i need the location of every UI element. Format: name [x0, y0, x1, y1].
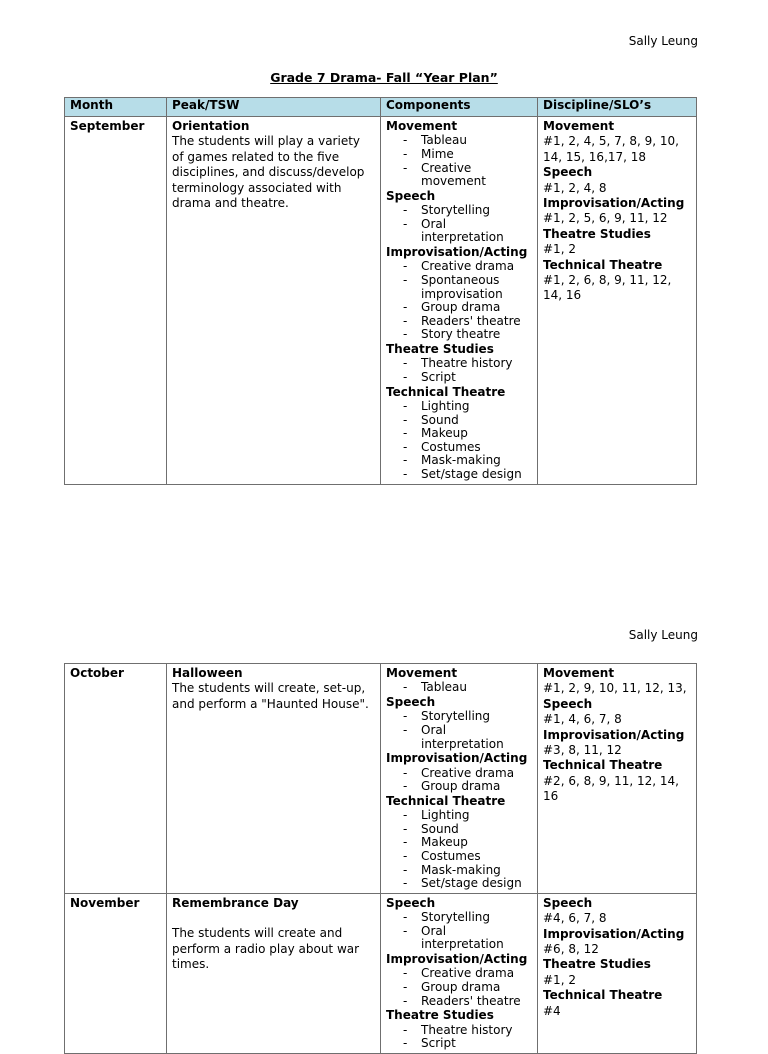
page-author: Sally Leung	[628, 628, 698, 642]
component-item	[386, 260, 532, 274]
slo-cell	[538, 893, 697, 1053]
slo-value: #1, 2, 6, 8, 9, 11, 12, 14, 16	[543, 273, 672, 303]
slo-value: #1, 2, 4, 5, 7, 8, 9, 10, 14, 15, 16,17, 18	[543, 134, 679, 164]
dash-bullet-icon: -	[403, 327, 408, 342]
component-list	[386, 204, 532, 245]
peak-title: Orientation	[172, 119, 250, 133]
component-item-label: Creative drama	[421, 259, 515, 274]
component-item-label: Storytelling	[421, 910, 491, 925]
dash-bullet-icon: -	[403, 993, 408, 1008]
column-header-peak: Peak/TSW	[167, 98, 381, 117]
month-cell	[65, 893, 167, 1053]
component-heading: Speech	[386, 895, 436, 910]
dash-bullet-icon: -	[403, 910, 408, 925]
dash-bullet-icon: -	[403, 439, 408, 454]
component-item-label: Costumes	[421, 439, 481, 454]
year-plan-table-continued	[64, 663, 697, 1054]
slo-cell	[538, 117, 697, 485]
dash-bullet-icon: -	[403, 272, 408, 287]
component-item	[386, 780, 532, 794]
dash-bullet-icon: -	[403, 835, 408, 850]
component-item	[386, 454, 532, 468]
component-list	[386, 400, 532, 482]
component-heading: Movement	[386, 119, 458, 133]
dash-bullet-icon: -	[403, 147, 408, 161]
document-title: Grade 7 Drama- Fall “Year Plan”	[270, 70, 498, 85]
table-body	[65, 664, 697, 1054]
component-item	[386, 681, 532, 695]
component-list	[386, 1024, 532, 1051]
component-item-label: Mask-making	[421, 862, 501, 877]
dash-bullet-icon: -	[403, 466, 408, 481]
component-item	[386, 767, 532, 781]
month-name: October	[70, 666, 124, 680]
component-item-label: Storytelling	[421, 203, 491, 218]
component-item-label: Creative drama	[421, 966, 515, 981]
dash-bullet-icon: -	[403, 1036, 408, 1051]
peak-description: The students will create, set-up, and perform a "Haunted House".	[172, 681, 369, 711]
dash-bullet-icon: -	[403, 259, 408, 274]
component-item	[386, 162, 532, 189]
component-item-label: Mime	[421, 147, 454, 161]
component-item-label: Tableau	[421, 680, 467, 695]
component-item	[386, 864, 532, 878]
component-item	[386, 148, 532, 162]
component-heading: Improvisation/Acting	[386, 951, 528, 966]
component-heading: Technical Theatre	[386, 793, 506, 808]
component-heading: Speech	[386, 695, 436, 709]
component-item-label: Readers' theatre	[421, 993, 521, 1008]
component-item-label: Tableau	[421, 133, 467, 148]
peak-cell	[167, 117, 381, 485]
component-item	[386, 1037, 532, 1051]
dash-bullet-icon: -	[403, 412, 408, 427]
component-item-label: Lighting	[421, 808, 470, 823]
component-item-label: Lighting	[421, 398, 470, 413]
component-item-label: Makeup	[421, 426, 468, 441]
dash-bullet-icon: -	[403, 1022, 408, 1037]
dash-bullet-icon: -	[403, 300, 408, 315]
component-item	[386, 134, 532, 148]
dash-bullet-icon: -	[403, 966, 408, 981]
component-item	[386, 328, 532, 342]
peak-description: The students will play a variety of games related to the five disciplines, and discuss/develop terminology associated with drama and theatre.	[172, 134, 365, 211]
dash-bullet-icon: -	[403, 709, 408, 724]
slo-value: #1, 2, 9, 10, 11, 12, 13,	[543, 681, 687, 696]
dash-bullet-icon: -	[403, 453, 408, 468]
slo-value: #6, 8, 12	[543, 941, 599, 956]
component-item	[386, 468, 532, 482]
dash-bullet-icon: -	[403, 133, 408, 148]
component-list	[386, 767, 532, 794]
component-item	[386, 724, 532, 751]
slo-heading: Theatre Studies	[543, 226, 651, 241]
component-item	[386, 357, 532, 371]
component-item-label: Set/stage design	[421, 466, 522, 481]
slo-heading: Technical Theatre	[543, 988, 663, 1003]
dash-bullet-icon: -	[403, 356, 408, 371]
slo-heading: Speech	[543, 696, 593, 711]
slo-heading: Movement	[543, 119, 615, 133]
component-item-label: Sound	[421, 412, 459, 427]
component-item	[386, 823, 532, 837]
components-cell	[381, 893, 538, 1053]
slo-value: #4	[543, 1003, 561, 1018]
component-item-label: Group drama	[421, 979, 501, 994]
slo-cell	[538, 664, 697, 894]
component-list	[386, 710, 532, 751]
component-item	[386, 274, 532, 301]
component-item-label: Storytelling	[421, 709, 491, 724]
year-plan-table	[64, 97, 697, 485]
month-cell	[65, 664, 167, 894]
component-heading: Technical Theatre	[386, 384, 506, 399]
component-item	[386, 414, 532, 428]
peak-description: The students will create and perform a radio play about war times.	[172, 926, 360, 971]
component-heading: Movement	[386, 666, 458, 680]
dash-bullet-icon: -	[403, 160, 408, 175]
dash-bullet-icon: -	[403, 862, 408, 877]
component-item-label: Theatre history	[421, 1022, 513, 1037]
component-heading: Theatre Studies	[386, 341, 494, 356]
slo-heading: Speech	[543, 165, 593, 180]
slo-value: #2, 6, 8, 9, 11, 12, 14, 16	[543, 773, 679, 804]
dash-bullet-icon: -	[403, 680, 408, 695]
table-body	[65, 117, 697, 485]
dash-bullet-icon: -	[403, 779, 408, 794]
dash-bullet-icon: -	[403, 876, 408, 891]
component-heading: Improvisation/Acting	[386, 244, 528, 259]
header-row	[65, 98, 697, 117]
dash-bullet-icon: -	[403, 923, 408, 938]
component-item-label: Oral interpretation	[421, 923, 504, 952]
component-item-label: Mask-making	[421, 453, 501, 468]
component-item	[386, 911, 532, 925]
component-item-label: Creative drama	[421, 765, 515, 780]
dash-bullet-icon: -	[403, 848, 408, 863]
peak-title: Remembrance Day	[172, 895, 299, 910]
slo-heading: Improvisation/Acting	[543, 727, 685, 742]
component-item-label: Oral interpretation	[421, 723, 504, 751]
component-item	[386, 1024, 532, 1038]
page-author: Sally Leung	[628, 34, 698, 48]
component-item	[386, 204, 532, 218]
component-item	[386, 836, 532, 850]
component-item-label: Group drama	[421, 779, 501, 794]
component-list	[386, 134, 532, 188]
dash-bullet-icon: -	[403, 203, 408, 218]
component-list	[386, 967, 532, 1008]
component-list	[386, 260, 532, 342]
component-item	[386, 967, 532, 981]
dash-bullet-icon: -	[403, 821, 408, 836]
component-item	[386, 995, 532, 1009]
component-item-label: Sound	[421, 821, 459, 836]
component-item	[386, 301, 532, 315]
dash-bullet-icon: -	[403, 979, 408, 994]
table-row	[65, 893, 697, 1053]
dash-bullet-icon: -	[403, 313, 408, 328]
slo-value: #1, 2, 5, 6, 9, 11, 12	[543, 211, 668, 226]
component-item	[386, 877, 532, 891]
slo-value: #1, 2	[543, 242, 576, 257]
column-header-slos: Discipline/SLO’s	[538, 98, 697, 117]
slo-heading: Improvisation/Acting	[543, 196, 685, 211]
slo-heading: Theatre Studies	[543, 957, 651, 972]
component-item	[386, 218, 532, 245]
component-item	[386, 850, 532, 864]
slo-value: #4, 6, 7, 8	[543, 911, 607, 926]
peak-cell	[167, 664, 381, 894]
component-item	[386, 371, 532, 385]
component-item-label: Readers' theatre	[421, 313, 521, 328]
component-item	[386, 441, 532, 455]
component-item-label: Creative movement	[421, 160, 486, 189]
components-cell	[381, 117, 538, 485]
peak-title: Halloween	[172, 666, 243, 680]
component-item-label: Group drama	[421, 300, 501, 315]
peak-cell	[167, 893, 381, 1053]
component-item-label: Story theatre	[421, 327, 501, 342]
dash-bullet-icon: -	[403, 808, 408, 823]
month-name: September	[70, 119, 145, 133]
component-item-label: Spontaneous improvisation	[421, 272, 503, 301]
month-name: November	[70, 895, 140, 910]
component-item-label: Makeup	[421, 835, 468, 850]
component-item	[386, 981, 532, 995]
dash-bullet-icon: -	[403, 398, 408, 413]
dash-bullet-icon: -	[403, 369, 408, 384]
component-list	[386, 681, 532, 695]
slo-heading: Improvisation/Acting	[543, 926, 685, 941]
slo-heading: Technical Theatre	[543, 758, 663, 773]
component-heading: Speech	[386, 188, 436, 203]
slo-heading: Technical Theatre	[543, 257, 663, 272]
component-item	[386, 809, 532, 823]
slo-value: #1, 2, 4, 8	[543, 180, 607, 195]
component-item-label: Script	[421, 1036, 456, 1051]
component-item	[386, 710, 532, 724]
component-heading: Theatre Studies	[386, 1008, 494, 1023]
component-item	[386, 427, 532, 441]
component-item	[386, 315, 532, 329]
dash-bullet-icon: -	[403, 723, 408, 737]
dash-bullet-icon: -	[403, 765, 408, 780]
month-cell	[65, 117, 167, 485]
component-item	[386, 400, 532, 414]
slo-heading: Movement	[543, 666, 615, 680]
table-row	[65, 117, 697, 485]
spacer	[172, 911, 375, 926]
components-cell	[381, 664, 538, 894]
component-list	[386, 911, 532, 952]
slo-value: #1, 2	[543, 972, 576, 987]
component-item-label: Costumes	[421, 848, 481, 863]
dash-bullet-icon: -	[403, 216, 408, 231]
slo-heading: Speech	[543, 895, 593, 910]
column-header-month: Month	[65, 98, 167, 117]
component-item-label: Script	[421, 369, 456, 384]
component-item-label: Set/stage design	[421, 876, 522, 891]
table-header	[65, 98, 697, 117]
dash-bullet-icon: -	[403, 426, 408, 441]
component-list	[386, 809, 532, 891]
column-header-components: Components	[381, 98, 538, 117]
component-item-label: Oral interpretation	[421, 216, 504, 245]
table-row	[65, 664, 697, 894]
slo-value: #1, 4, 6, 7, 8	[543, 712, 622, 727]
component-list	[386, 357, 532, 384]
slo-value: #3, 8, 11, 12	[543, 743, 622, 758]
component-heading: Improvisation/Acting	[386, 751, 528, 766]
component-item	[386, 925, 532, 952]
component-item-label: Theatre history	[421, 356, 513, 371]
